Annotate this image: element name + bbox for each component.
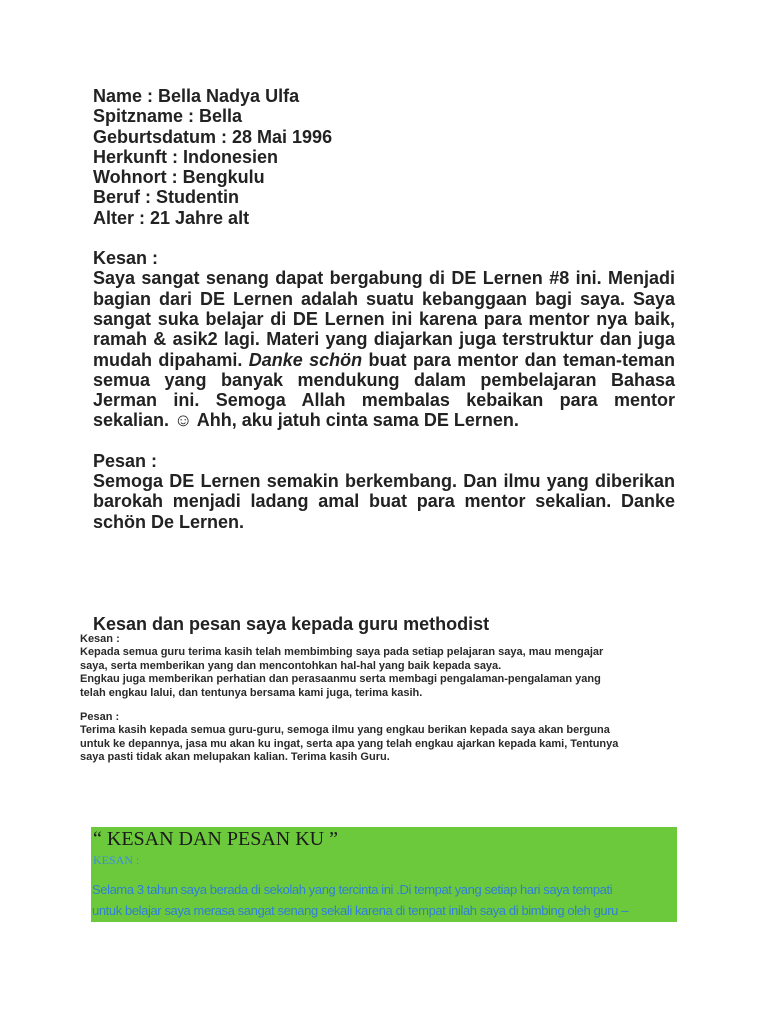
methodist-kesan-line: telah engkau lalui, dan tentunya bersama kami juga, terima kasih. (80, 686, 423, 699)
methodist-kesan-label: Kesan : (80, 633, 120, 645)
green-box-kesan-label: KESAN : (93, 853, 140, 867)
methodist-pesan-line: saya pasti tidak akan melupakan kalian. Terima kasih Guru. (80, 751, 390, 764)
kesan-heading: Kesan : (93, 248, 159, 269)
kesan-text-italic: Danke schön (248, 349, 363, 370)
profile-nickname: Spitzname : Bella (93, 106, 243, 127)
methodist-kesan-line: Kepada semua guru terima kasih telah membimbing saya pada setiap pelajaran saya, mau mengajar (80, 646, 604, 659)
kesan-text-start: Saya sangat senang dapat bergabung di DE Lernen #8 ini. Menjadi bagian dari DE Lernen adalah suatu kebanggaan bagi saya. Saya sangat suka belajar di DE Lernen ini karena para mentor nya baik, ramah & asik2 lagi. Materi yang diajarkan juga terstruktur dan juga mudah dipahami. (93, 268, 675, 370)
green-message-box (91, 827, 677, 922)
methodist-kesan-line: Engkau juga memberikan perhatian dan perasaanmu serta membagi pengalaman-pengalaman yang (80, 673, 601, 686)
profile-birthdate: Geburtsdatum : 28 Mai 1996 (93, 126, 333, 147)
green-box-line: untuk belajar saya merasa sangat senang sekali karena di tempat inilah saya di bimbing oleh guru – (92, 903, 629, 918)
profile-age: Alter : 21 Jahre alt (93, 207, 250, 228)
profile-section (93, 86, 675, 532)
green-box-line: Selama 3 tahun saya berada di sekolah yang tercinta ini .Di tempat yang setiap hari saya tempati (92, 882, 613, 897)
profile-origin: Herkunft : Indonesien (93, 146, 279, 167)
methodist-section (80, 633, 682, 765)
profile-occupation: Beruf : Studentin (93, 187, 239, 208)
methodist-title: Kesan dan pesan saya kepada guru methodist (93, 614, 490, 634)
profile-residence: Wohnort : Bengkulu (93, 167, 265, 188)
profile-name: Name : Bella Nadya Ulfa (93, 86, 300, 106)
methodist-pesan-line: Terima kasih kepada semua guru-guru, semoga ilmu yang engkau berikan kepada saya akan berguna (80, 724, 610, 737)
methodist-pesan-label: Pesan : (80, 711, 120, 724)
green-box-title: “ KESAN DAN PESAN KU ” (93, 828, 338, 850)
kesan-paragraph (93, 268, 675, 430)
pesan-heading: Pesan : (93, 450, 158, 471)
methodist-pesan-line: untuk ke depannya, jasa mu akan ku ingat, serta apa yang telah engkau ajarkan kepada kami, Tentunya (80, 737, 619, 750)
methodist-kesan-line: saya, serta memberikan yang dan mencontohkan hal-hal yang baik kepada saya. (80, 659, 502, 672)
pesan-paragraph: Semoga DE Lernen semakin berkembang. Dan ilmu yang diberikan barokah menjadi ladang amal buat para mentor sekalian. Danke schön De Lernen. (93, 471, 675, 532)
kesan-text-end: buat para mentor dan teman-teman semua yang banyak mendukung dalam pembelajaran Bahasa Jerman ini. Semoga Allah membalas kebaikan para mentor sekalian. ☺ Ahh, aku jatuh cinta sama DE Lernen. (93, 349, 675, 431)
